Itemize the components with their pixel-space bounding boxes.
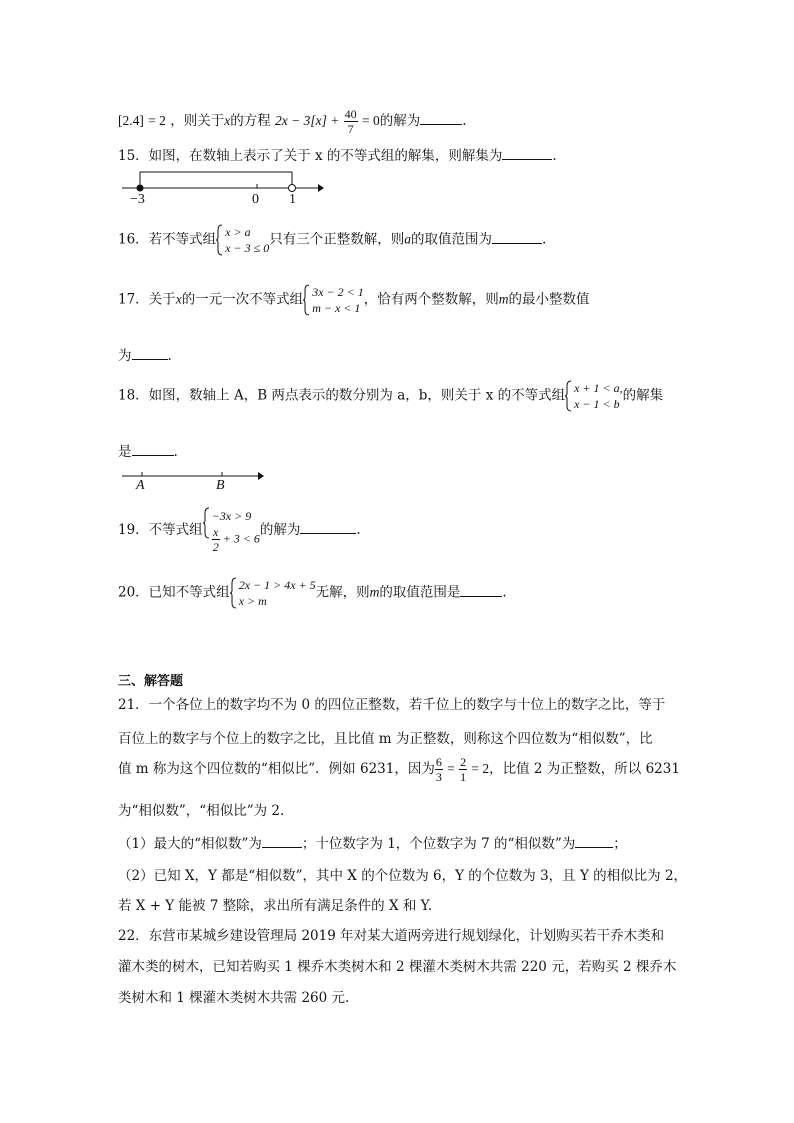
q17-var: x: [175, 291, 182, 307]
q15-open-dot: [289, 185, 296, 192]
q20-sys-line2: x > m: [238, 594, 267, 608]
q21-frac1: [435, 755, 443, 784]
q18-arrow-icon: [258, 472, 264, 480]
q19-prefix: 19．不等式组: [118, 522, 203, 538]
q18-sys-line1: x + 1 < a,: [574, 381, 623, 395]
q21-f2-num: 2: [460, 755, 467, 769]
q15-arrow-icon: [318, 184, 324, 192]
q21-p1-blank1[interactable]: [262, 835, 302, 848]
q15-line: [118, 144, 557, 164]
q21-part2a: （2）已知 X，Y 都是“相似数”，其中 X 的个位数为 6，Y 的个位数为 3，且 Y 的相似比为 2，: [118, 868, 688, 884]
q17-answer-blank[interactable]: [132, 347, 168, 360]
q17-line: [118, 284, 589, 316]
q22-line2: 灌木类的树木，已知若购买 1 棵乔木类树木和 2 棵灌木类树木共需 220 元，若购买 2 棵乔木: [118, 959, 677, 975]
q20-end: .: [502, 584, 507, 601]
q21-part1: [118, 832, 627, 852]
q17-mid2: ，恰有两个整数解，则: [363, 291, 499, 308]
q20-suffix: 的取值范围是: [379, 584, 461, 601]
q15-label-0: 0: [252, 192, 259, 207]
q19-line: [118, 507, 361, 554]
q21-line2: 百位上的数字与个位上的数字之比，且比值 m 为正整数，则称这个四位数为“相似数”，比: [118, 731, 653, 747]
q18-line2: [118, 440, 178, 460]
q17-system: [303, 284, 364, 316]
q16-suffix: 的取值范围为: [410, 231, 492, 248]
q14-expr: 2x − 3[x] +: [275, 113, 340, 128]
q19-frac-num: x: [213, 525, 219, 539]
q19-end: .: [356, 522, 361, 538]
q21-p1b: ；十位数字为 1，个位数字为 7 的“相似数”为: [301, 836, 576, 852]
q15-end: .: [552, 148, 557, 164]
q19-sys-line2: [212, 525, 260, 554]
q22-line1: 22．东营市某城乡建设管理局 2019 年对某大道两旁进行规划绿化，计划购买若干乔木类和: [118, 928, 665, 944]
q14-text-a: ，则关于: [170, 113, 225, 129]
q20-answer-blank[interactable]: [460, 584, 502, 597]
q17-suffix: 的最小整数值: [508, 291, 590, 308]
q17-line2: [118, 344, 172, 364]
q19-answer-blank[interactable]: [300, 521, 356, 534]
q17-mid1: 的一元一次不等式组: [181, 291, 304, 308]
q16-sys-line1: x > a: [225, 225, 251, 239]
q20-sys-line1: 2x − 1 > 4x + 5: [238, 578, 316, 592]
q20-var: m: [369, 584, 380, 600]
q19-system: [203, 507, 260, 554]
q14-var: x: [224, 113, 231, 128]
q15-text: 15．如图，在数轴上表示了关于 x 的不等式组的解集，则解集为: [118, 148, 503, 164]
q14-text-b: 的方程: [230, 113, 271, 129]
q18-answer-blank[interactable]: [132, 443, 174, 456]
q21-frac2: [459, 755, 467, 784]
q19-frac-den: 2: [212, 540, 219, 554]
q19-sys-line1: −3x > 9: [211, 509, 252, 523]
q15-label-neg3: −3: [130, 192, 145, 207]
q18-suffix: 的解集: [622, 387, 664, 404]
q21-line3a: 值 m 称为这个四位数的“相似比”．例如 6231，因为: [118, 761, 435, 777]
q18-label-a: A: [136, 478, 145, 493]
q21-line3: [118, 755, 680, 784]
q21-f2-den: 1: [460, 770, 467, 784]
q18-system: [565, 380, 623, 412]
q17-end: .: [167, 348, 172, 364]
q20-line: [118, 577, 507, 609]
q14-fraction: [344, 107, 358, 136]
q19-suffix: 的解为: [259, 522, 301, 538]
q16-line: [118, 224, 546, 256]
q19-fraction: [212, 525, 220, 554]
q20-prefix: 20．已知不等式组: [118, 584, 230, 601]
q17-sys-line2: m − x < 1: [312, 301, 361, 315]
brace-icon: [303, 284, 310, 316]
q20-mid: 无解，则: [315, 584, 370, 601]
brace-icon: [216, 224, 223, 256]
q16-sys-line2: x − 3 ≤ 0: [225, 241, 270, 255]
q17-line2-text: 为: [118, 348, 132, 364]
q16-var: a: [404, 231, 411, 247]
q18-text: 18．如图，数轴上 A，B 两点表示的数分别为 a，b，则关于 x 的不等式组: [118, 387, 566, 404]
q22-line3: 类树木和 1 棵灌木类树木共需 260 元.: [118, 990, 350, 1006]
q21-f1-den: 3: [435, 770, 442, 784]
q19-sys-rest: + 3 < 6: [222, 531, 260, 546]
q15-answer-blank[interactable]: [502, 147, 552, 160]
q16-prefix: 16．若不等式组: [118, 231, 217, 248]
q18-end: .: [173, 444, 178, 460]
q18-line: [118, 380, 663, 412]
q14-eq-val: = 2: [148, 113, 166, 128]
q21-eq1: =: [447, 761, 455, 776]
q21-part2b: 若 X + Y 能被 7 整除，求出所有满足条件的 X 和 Y.: [118, 898, 433, 914]
brace-icon: [230, 577, 237, 609]
q21-p1a: （1）最大的“相似数”为: [118, 836, 262, 852]
q21-p1-blank2[interactable]: [575, 835, 613, 848]
q21-f1-num: 6: [435, 755, 442, 769]
brace-icon: [565, 380, 572, 412]
q20-system: [230, 577, 316, 609]
q14-line: [118, 107, 467, 136]
q21-line3b: ，比值 2 为正整数，所以 6231: [489, 761, 680, 777]
q18-line2-text: 是: [118, 444, 132, 460]
q16-system: [216, 224, 269, 256]
q21-p1c: ；: [613, 836, 627, 852]
q18-sys-line2: x − 1 < b: [574, 397, 620, 411]
brace-icon: [203, 507, 210, 539]
q21-eq2: = 2: [471, 761, 490, 776]
q17-var2: m: [498, 291, 509, 307]
q15-closed-dot: [137, 185, 144, 192]
section-title: 三、解答题: [118, 674, 184, 689]
q14-text-c: 的解为: [379, 113, 421, 129]
q14-eq-zero: = 0: [361, 113, 380, 128]
q14-end: .: [462, 113, 467, 129]
q14-bracket: [2.4]: [118, 113, 144, 128]
q14-frac-den: 7: [347, 122, 354, 136]
q15-number-line: [118, 166, 328, 208]
q14-answer-blank[interactable]: [420, 112, 462, 125]
q15-label-1: 1: [289, 192, 296, 207]
q16-end: .: [541, 231, 547, 248]
q17-sys-line1: 3x − 2 < 1: [312, 285, 364, 299]
q18-label-b: B: [216, 478, 225, 493]
q16-answer-blank[interactable]: [492, 231, 542, 244]
q17-prefix: 17．关于: [118, 291, 176, 308]
q21-line1: 21．一个各位上的数字均不为 0 的四位正整数，若千位上的数字与十位上的数字之比，等于: [118, 697, 666, 713]
q14-frac-num: 40: [344, 107, 357, 121]
q16-mid: 只有三个正整数解，则: [269, 231, 405, 248]
q21-line4: 为“相似数”，“相似比”为 2.: [118, 803, 285, 819]
